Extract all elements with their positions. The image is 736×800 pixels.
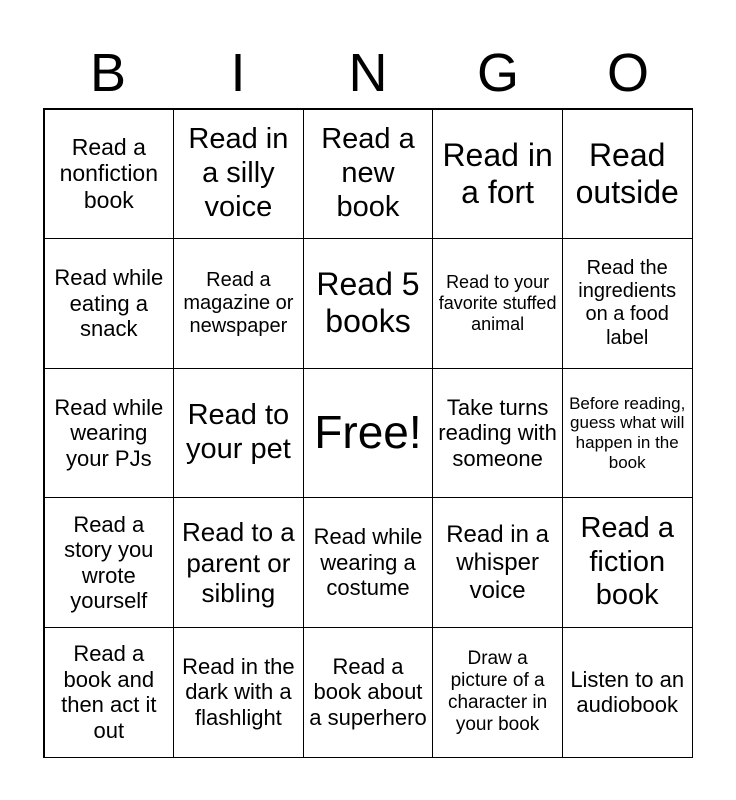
bingo-board (43, 108, 693, 758)
bingo-header (43, 40, 693, 106)
bingo-cell[interactable]: Read a new book (303, 109, 434, 240)
bingo-cell[interactable]: Take turns reading with someone (432, 368, 563, 499)
header-letter-o: O (606, 43, 649, 103)
bingo-cell[interactable]: Before reading, guess what will happen in the book (562, 368, 693, 499)
bingo-cell[interactable]: Read a book about a superhero (303, 627, 434, 758)
bingo-cell[interactable]: Read a story you wrote yourself (44, 497, 175, 628)
free-space[interactable]: Free! (303, 368, 434, 499)
bingo-cell[interactable]: Read the ingredients on a food label (562, 238, 693, 369)
bingo-cell[interactable]: Read outside (562, 109, 693, 240)
bingo-cell[interactable]: Read 5 books (303, 238, 434, 369)
bingo-cell[interactable]: Read while eating a snack (44, 238, 175, 369)
bingo-cell[interactable]: Read to your pet (173, 368, 304, 499)
bingo-cell[interactable]: Read while wearing a costume (303, 497, 434, 628)
header-letter-i: I (230, 43, 246, 103)
bingo-cell[interactable]: Read in a whisper voice (432, 497, 563, 628)
bingo-cell[interactable]: Read a nonfiction book (44, 109, 175, 240)
bingo-cell[interactable]: Read to your favorite stuffed animal (432, 238, 563, 369)
bingo-cell[interactable]: Read a magazine or newspaper (173, 238, 304, 369)
bingo-cell[interactable]: Read in a fort (432, 109, 563, 240)
bingo-cell[interactable]: Draw a picture of a character in your book (432, 627, 563, 758)
bingo-cell[interactable]: Read a fiction book (562, 497, 693, 628)
bingo-cell[interactable]: Read in a silly voice (173, 109, 304, 240)
bingo-cell[interactable]: Read to a parent or sibling (173, 497, 304, 628)
bingo-cell[interactable]: Listen to an audiobook (562, 627, 693, 758)
header-letter-b: B (89, 43, 127, 103)
header-letter-g: G (476, 43, 519, 103)
bingo-cell[interactable]: Read a book and then act it out (44, 627, 175, 758)
bingo-cell[interactable]: Read in the dark with a flashlight (173, 627, 304, 758)
header-letter-n: N (348, 43, 388, 103)
bingo-cell[interactable]: Read while wearing your PJs (44, 368, 175, 499)
